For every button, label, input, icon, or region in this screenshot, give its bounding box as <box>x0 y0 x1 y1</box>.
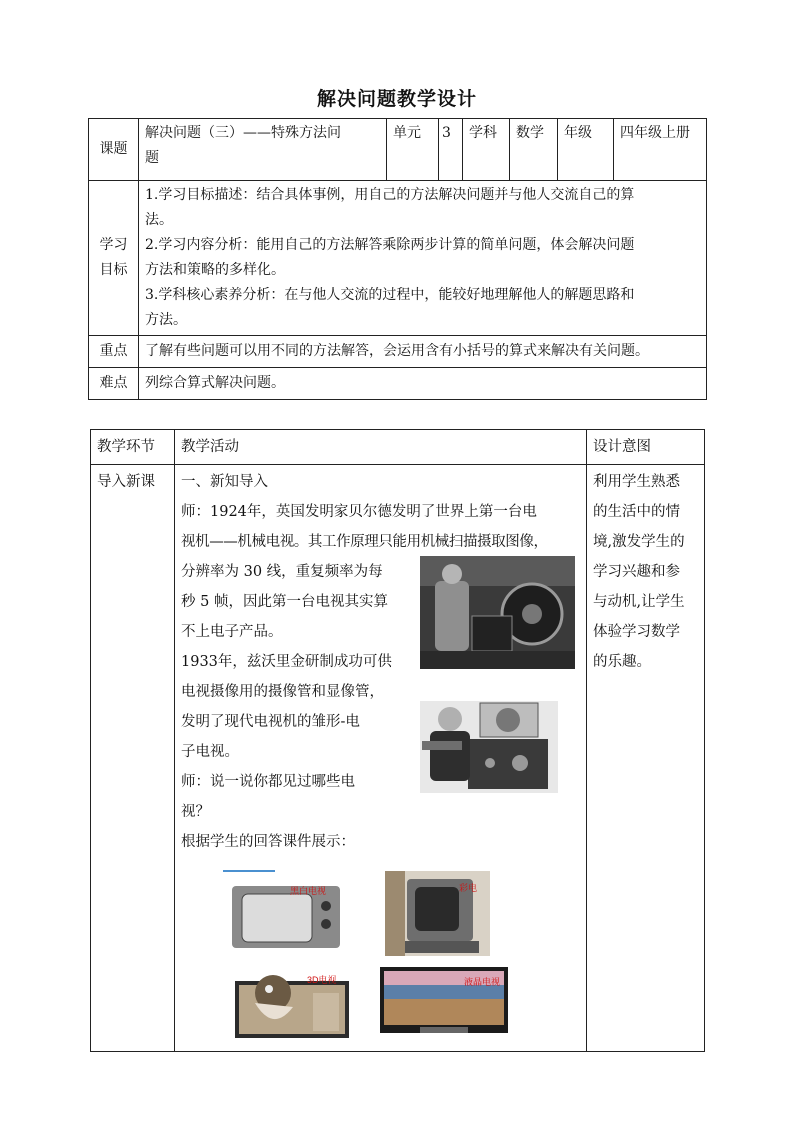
baird-photo <box>420 556 575 669</box>
lcd-tv-label: 液晶电视 <box>464 977 501 987</box>
activity-line: 分辨率为 30 线，重复频率为每 <box>181 564 383 580</box>
lcd-tv-image <box>380 965 510 1037</box>
difficulty-label: 难点 <box>89 368 139 400</box>
intent-line: 的乐趣。 <box>593 654 651 670</box>
color-tv-image <box>385 871 490 956</box>
intent-line: 体验学习数学 <box>593 624 680 640</box>
activity-line: 根据学生的回答课件展示： <box>181 834 355 850</box>
activity-line: 秒 5 帧，因此第一台电视其实算 <box>181 594 388 610</box>
header-activity: 教学活动 <box>175 430 587 465</box>
activity-line: 1933年，兹沃里金研制成功可供 <box>181 654 392 670</box>
course-name <box>139 119 387 181</box>
activity-line: 电视摄像用的摄像管和显像管， <box>181 684 384 700</box>
activity-line: 子电视。 <box>181 744 239 760</box>
zworykin-photo <box>420 701 558 793</box>
difficulty-value: 列综合算式解决问题。 <box>139 368 707 400</box>
divider-line <box>223 870 275 872</box>
intent-cell <box>587 465 705 1052</box>
bw-tv-image <box>230 876 342 952</box>
activity-line: 发明了现代电视机的雏形-电 <box>181 714 360 730</box>
key-value: 了解有些问题可以用不同的方法解答，会运用含有小括号的算式来解决有关问题。 <box>139 336 707 368</box>
course-name-line: 解决问题（三）——特殊方法问 <box>145 125 341 141</box>
goal-line: 3.学科核心素养分析：在与他人交流的过程中，能较好地理解他人的解题思路和 <box>145 287 635 303</box>
3d-tv-image <box>233 963 351 1040</box>
goals-content <box>139 181 707 336</box>
unit-value: 3 <box>439 119 463 181</box>
intent-line: 学习兴趣和参 <box>593 564 680 580</box>
color-tv-label: 彩电 <box>459 883 478 893</box>
3d-tv-label: 3D电视 <box>307 975 337 985</box>
intent-line: 境,激发学生的 <box>593 534 685 550</box>
header-stage: 教学环节 <box>91 430 175 465</box>
activity-line: 一、新知导入 <box>181 474 268 490</box>
goal-line: 法。 <box>145 212 173 228</box>
intent-line: 利用学生熟悉 <box>593 474 680 490</box>
subject-value: 数学 <box>510 119 558 181</box>
course-name-line: 题 <box>145 150 159 166</box>
grade-label: 年级 <box>558 119 614 181</box>
unit-label: 单元 <box>387 119 439 181</box>
goals-label-line: 目标 <box>99 262 128 278</box>
activity-line: 视机——机械电视。其工作原理只能用机械扫描摄取图像， <box>181 534 548 550</box>
activity-line: 视？ <box>181 804 210 820</box>
header-intent: 设计意图 <box>587 430 705 465</box>
stage-cell: 导入新课 <box>91 465 175 1052</box>
subject-label: 学科 <box>463 119 510 181</box>
page-title: 解决问题教学设计 <box>316 88 477 110</box>
intent-line: 与动机,让学生 <box>593 594 685 610</box>
activity-line: 师：说一说你都见过哪些电 <box>181 774 355 790</box>
lesson-table <box>90 429 705 1052</box>
activity-line: 不上电子产品。 <box>181 624 283 640</box>
goal-line: 1.学习目标描述：结合具体事例，用自己的方法解决问题并与他人交流自己的算 <box>145 187 635 203</box>
key-label: 重点 <box>89 336 139 368</box>
goal-line: 2.学习内容分析：能用自己的方法解答乘除两步计算的简单问题，体会解决问题 <box>145 237 635 253</box>
goals-label-line: 学习 <box>99 237 128 253</box>
course-label: 课题 <box>89 119 139 181</box>
goals-label <box>89 181 139 336</box>
course-info-table <box>88 118 707 400</box>
activity-cell <box>175 465 587 1052</box>
goal-line: 方法和策略的多样化。 <box>145 262 285 278</box>
activity-line: 师：1924年，英国发明家贝尔德发明了世界上第一台电 <box>181 504 537 520</box>
intent-line: 的生活中的情 <box>593 504 680 520</box>
grade-value: 四年级上册 <box>614 119 707 181</box>
goal-line: 方法。 <box>145 312 187 328</box>
bw-tv-label: 黑白电视 <box>290 886 327 896</box>
